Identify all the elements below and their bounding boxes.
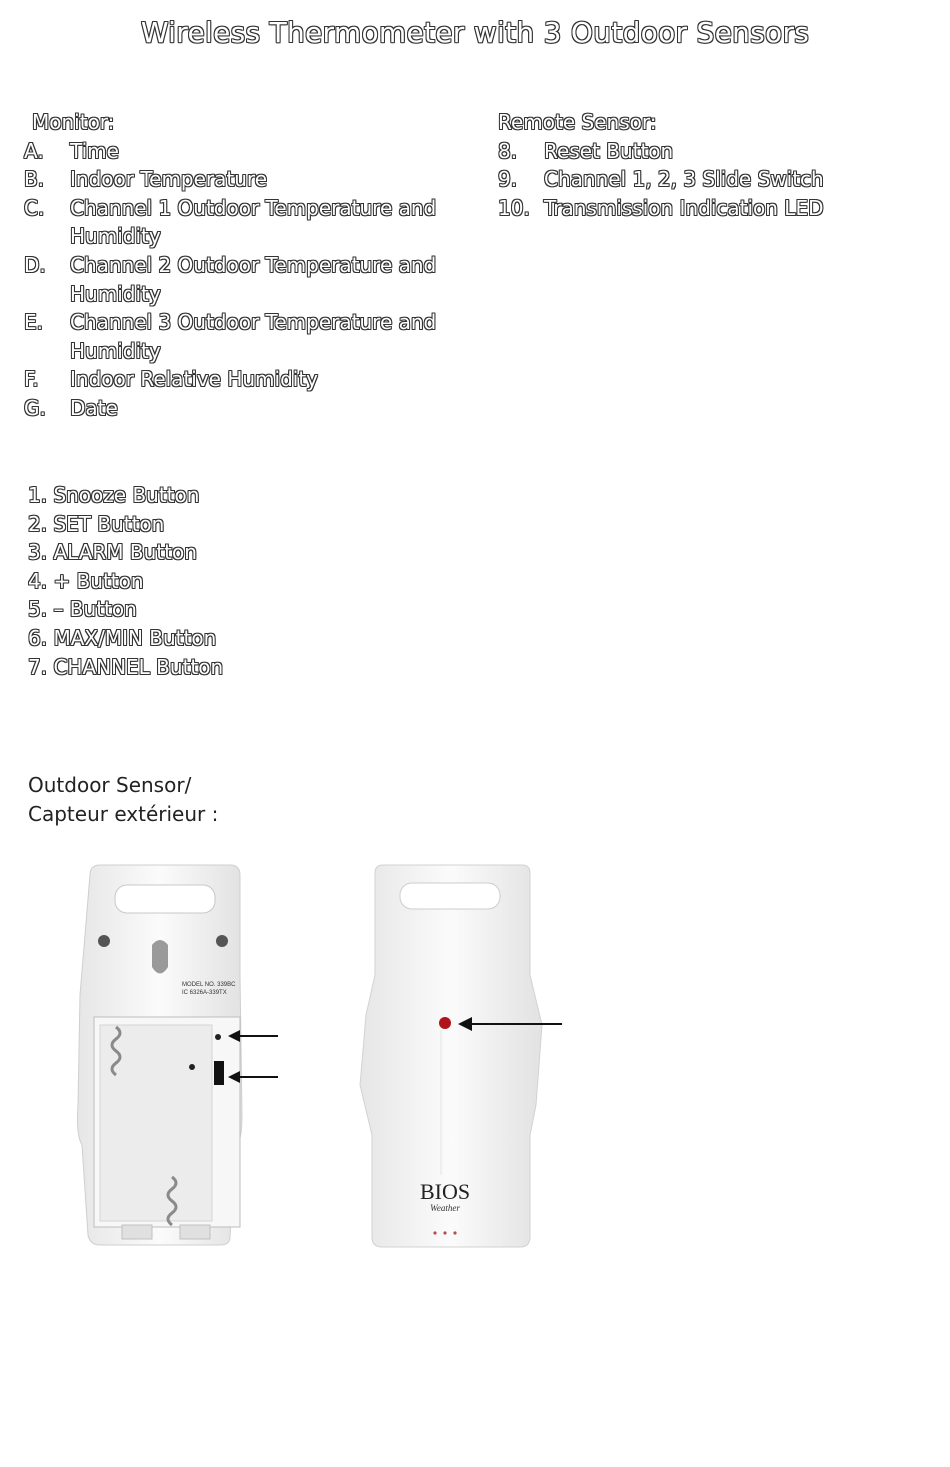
monitor-heading: Monitor: <box>32 110 115 134</box>
item-label: Channel 2 Outdoor Temperature and Humidity <box>70 252 437 306</box>
item-label: Transmission Indication LED <box>544 195 824 220</box>
item-key: D. <box>24 252 46 277</box>
item-label: Channel 1, 2, 3 Slide Switch <box>544 167 824 192</box>
sensor-back-photo <box>78 865 243 1245</box>
monitor-item <box>24 137 464 166</box>
item-label: Indoor Temperature <box>70 167 268 192</box>
monitor-item <box>24 308 464 365</box>
item-label: Reset Button <box>544 138 674 163</box>
led-indicator <box>439 1017 451 1029</box>
list-item: 7. CHANNEL Button <box>28 654 224 679</box>
outdoor-sensor-caption <box>28 771 348 829</box>
list-item: 4. + Button <box>28 568 144 593</box>
item-label: Time <box>70 138 119 163</box>
ic-label: IC 6326A-339TX <box>182 990 227 996</box>
remote-item <box>498 137 918 166</box>
item-key: C. <box>24 195 45 220</box>
monitor-item <box>24 394 464 423</box>
monitor-item <box>24 165 464 194</box>
item-label: Channel 1 Outdoor Temperature and Humidity <box>70 195 437 249</box>
model-label: MODEL NO. 339BC <box>182 982 236 988</box>
item-key: A. <box>24 138 44 163</box>
sensor-front-photo <box>360 865 542 1247</box>
item-key: B. <box>24 167 45 192</box>
outdoor-caption-line2: Capteur extérieur : <box>28 802 219 826</box>
monitor-item <box>24 251 464 308</box>
item-key: E. <box>24 310 43 335</box>
item-label: Channel 3 Outdoor Temperature and Humidity <box>70 310 437 363</box>
item-key: 8. <box>498 138 518 163</box>
list-item: 6. MAX/MIN Button <box>28 625 217 650</box>
remote-sensor-legend <box>498 108 918 222</box>
item-key: 10. <box>498 195 530 220</box>
item-key: F. <box>24 367 39 392</box>
list-item: 5. – Button <box>28 597 137 622</box>
monitor-item <box>24 365 464 394</box>
remote-heading: Remote Sensor: <box>498 110 657 134</box>
item-key: 9. <box>498 167 518 192</box>
brand-sub: Weather <box>430 1203 460 1213</box>
button-legend <box>28 481 428 681</box>
item-label: Indoor Relative Humidity <box>70 367 319 392</box>
monitor-legend <box>24 108 464 423</box>
list-item: 3. ALARM Button <box>28 540 197 565</box>
page-title: Wireless Thermometer with 3 Outdoor Sensors <box>140 16 810 49</box>
list-item: 1. Snooze Button <box>28 483 200 507</box>
sensor-photos <box>60 855 580 1275</box>
item-key: G. <box>24 395 46 420</box>
remote-item <box>498 165 918 194</box>
outdoor-caption-line1: Outdoor Sensor/ <box>28 773 192 797</box>
item-label: Date <box>70 395 118 420</box>
remote-item <box>498 194 918 223</box>
list-item: 2. SET Button <box>28 511 165 536</box>
brand-logo: BIOS <box>419 1179 471 1204</box>
monitor-item <box>24 194 464 251</box>
